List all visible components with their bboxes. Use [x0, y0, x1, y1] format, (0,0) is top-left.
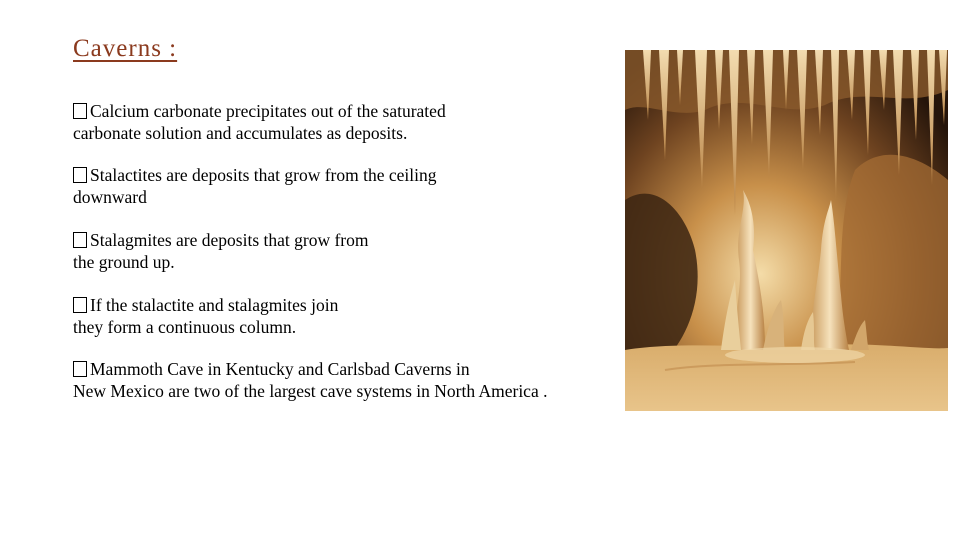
bullet-text-line: they form a continuous column.: [73, 317, 297, 337]
bullet-text-line: downward: [73, 187, 147, 207]
bullet-box-icon: [73, 232, 87, 248]
bullet-box-icon: [73, 297, 87, 313]
bullet-box-icon: [73, 361, 87, 377]
bullet-item: [73, 164, 437, 208]
bullet-text-line: carbonate solution and accumulates as deposits.: [73, 123, 408, 143]
bullet-text-line: If the stalactite and stalagmites join: [90, 295, 339, 315]
bullet-box-icon: [73, 167, 87, 183]
bullet-text-line: Calcium carbonate precipitates out of the saturated: [90, 101, 446, 121]
bullet-text-line: Stalactites are deposits that grow from the ceiling: [90, 165, 437, 185]
bullet-item: [73, 294, 338, 338]
bullet-item: [73, 358, 547, 402]
bullet-item: [73, 100, 446, 144]
bullet-text-line: Mammoth Cave in Kentucky and Carlsbad Caverns in: [90, 359, 470, 379]
cave-photo: [625, 50, 948, 411]
bullet-box-icon: [73, 103, 87, 119]
bullet-text-line: New Mexico are two of the largest cave systems in North America .: [73, 381, 548, 401]
bullet-text-line: Stalagmites are deposits that grow from: [90, 230, 369, 250]
slide-title: Caverns :: [73, 35, 178, 62]
bullet-text-line: the ground up.: [73, 252, 175, 272]
bullet-item: [73, 229, 368, 273]
cave-photo-icon: [625, 50, 948, 411]
